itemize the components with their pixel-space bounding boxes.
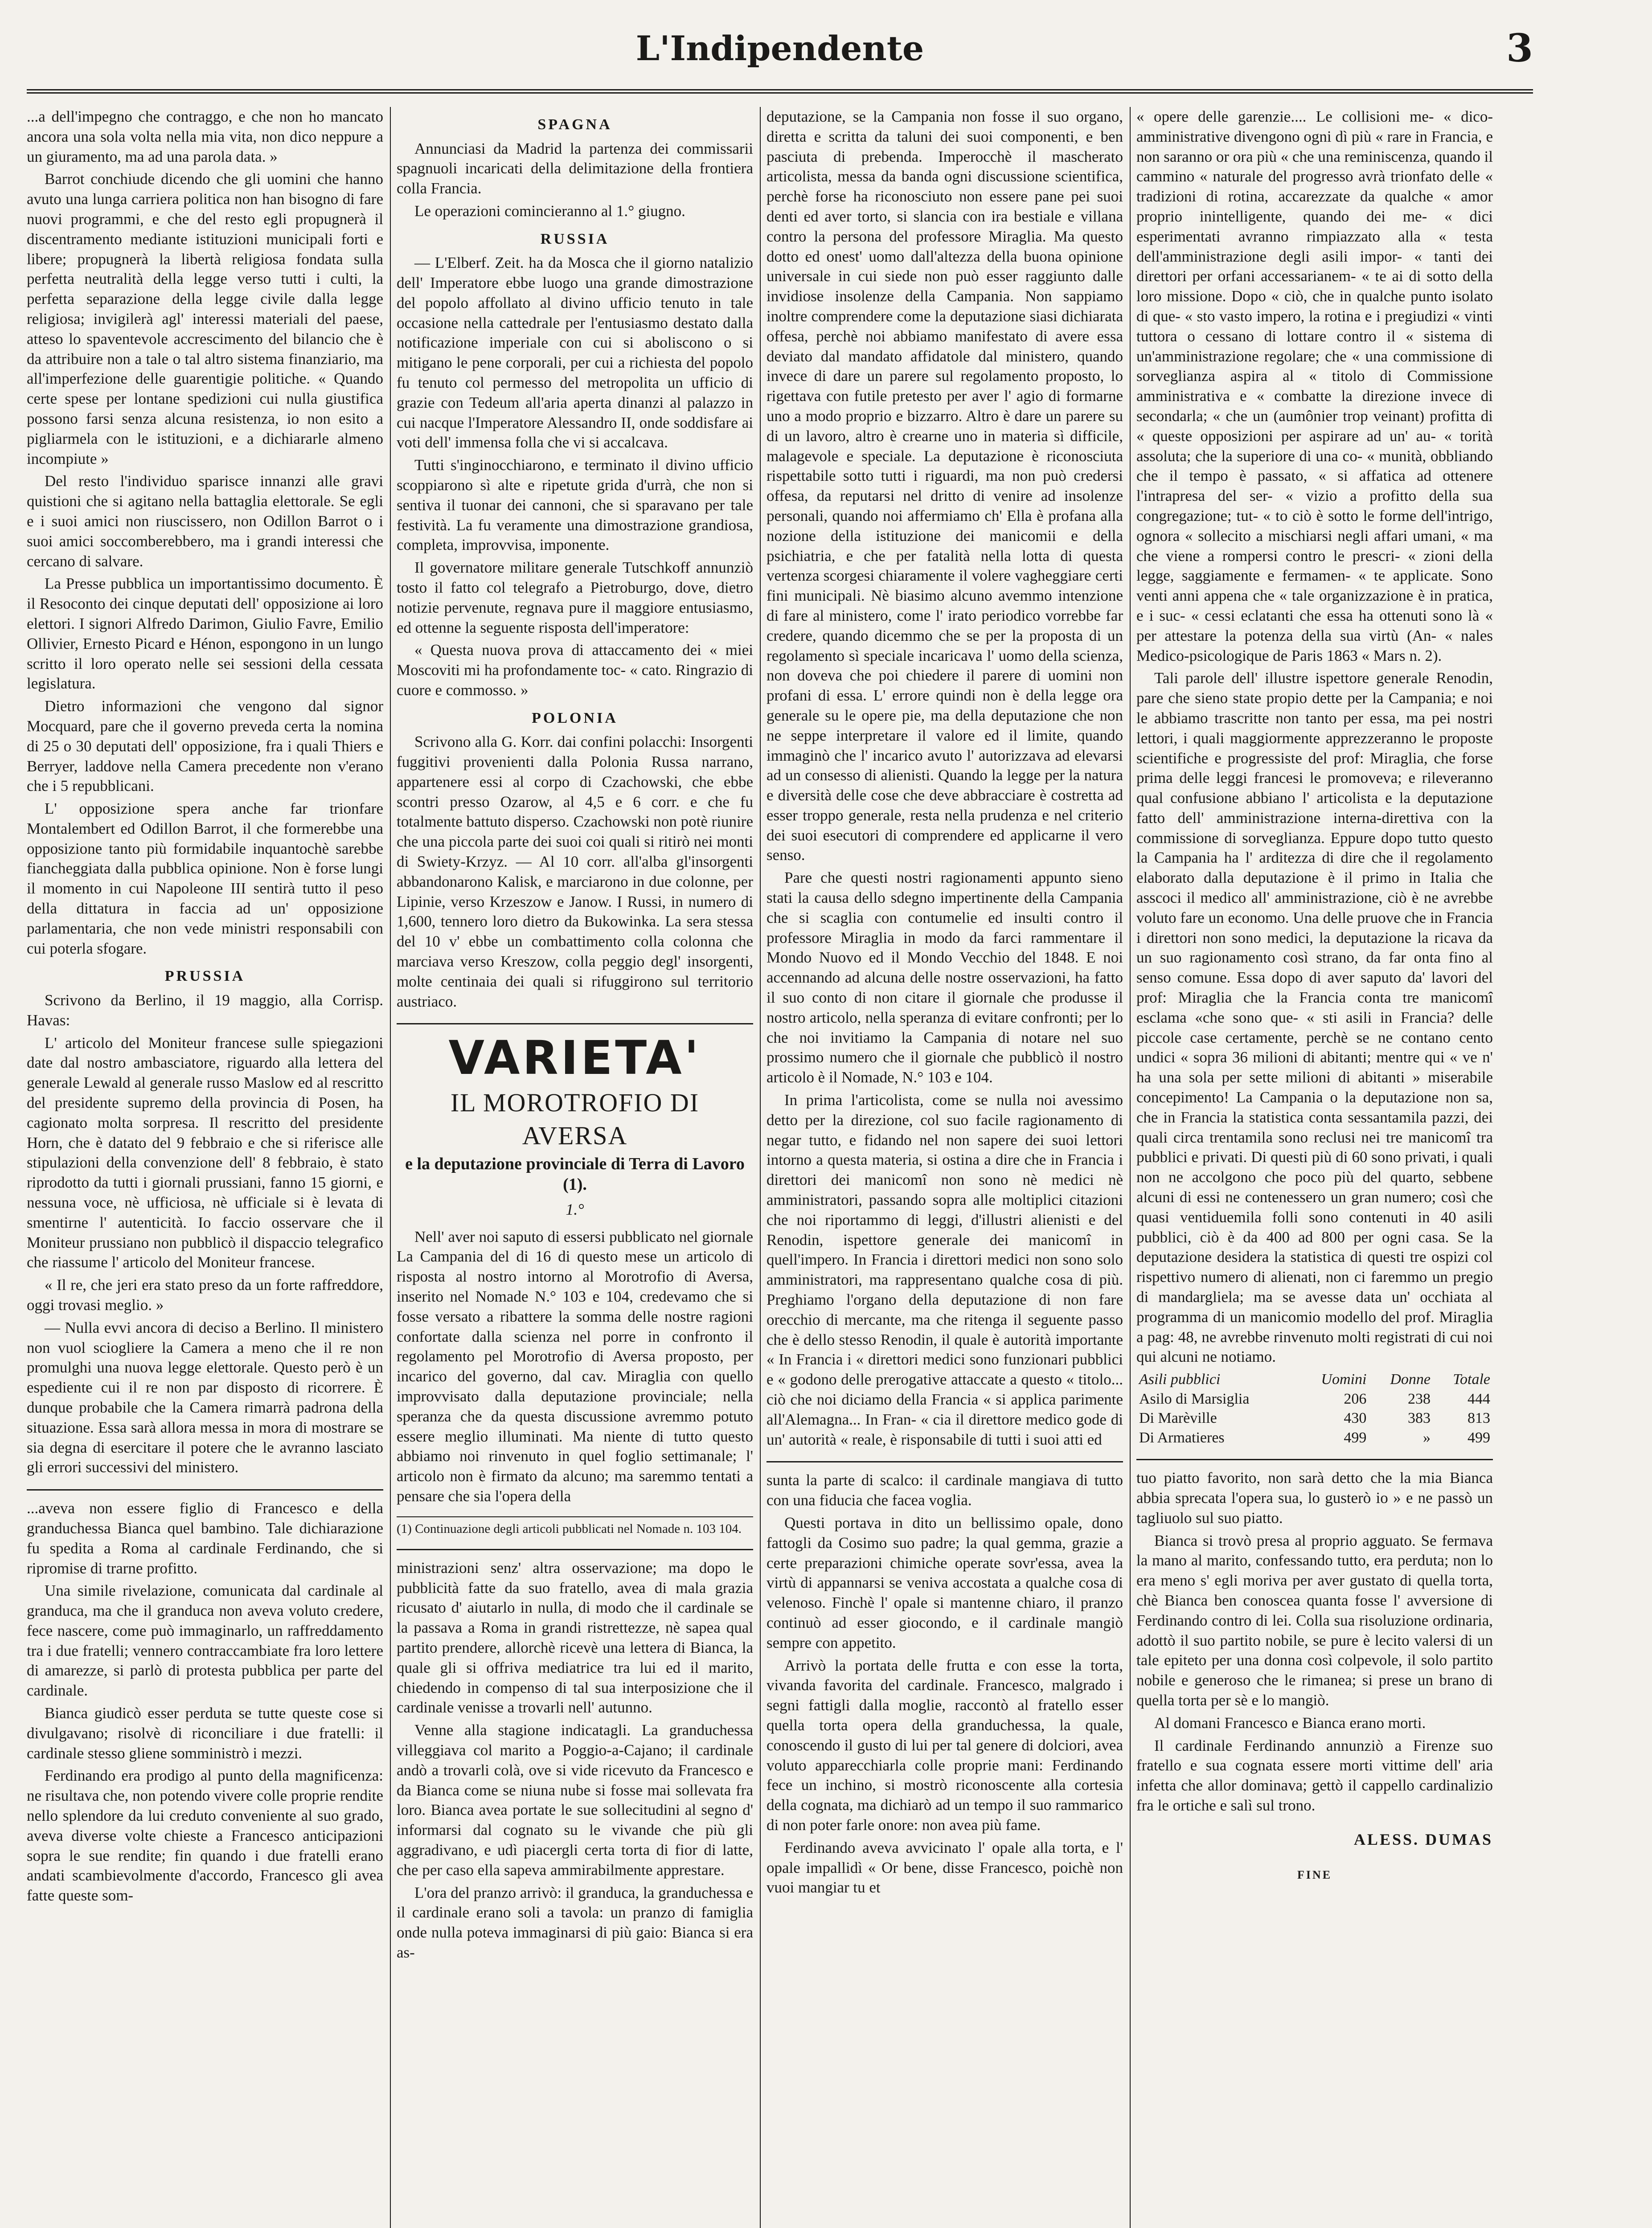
article-paragraph: ...a dell'impegno che contraggo, e che non ho mancato ancora una sola volta nella mia vita, non dico neppure a un giuramento, ma ad una parola data. » xyxy=(27,108,383,165)
table-header-cell: Asili pubblici xyxy=(1139,1371,1221,1388)
article-paragraph: Nell' aver noi saputo di essersi pubblicato nel giornale La Campania del di 16 di questo mese un articolo di risposta al nostro intorno al Morotrofio di Aversa, inserito nel Nomade N.° 103 e 104, credevamo che si fosse versato a ribattere la somma delle nostre ragioni confortate dalla scienza nel porre in confronto il regolamento pel Morotrofio di Aversa proposto, per incarico del governo, dal cav. Miraglia con quello improvvisato dalla deputazione provinciale; nella speranza che da questa discussione avremmo potuto essere meglio illuminati. Ma niente di tutto questo abbiamo noi rinvenuto in quel foglio settimanale; l' articolo non è firmato da alcuno; ma saremmo tentati a pensare che sia l'opera della xyxy=(397,1228,753,1505)
table-row xyxy=(1136,1428,1493,1448)
table-cell: 499 xyxy=(1468,1429,1490,1446)
article-paragraph: « Questa nuova prova di attaccamento dei « miei Moscoviti mi ha profondamente toc- « cato. Ringrazio di cuore e commosso. » xyxy=(397,641,753,699)
end-marker: FINE xyxy=(1297,1868,1332,1881)
article-paragraph: Pare che questi nostri ragionamenti appunto sieno stati la causa dello sdegno impertinente della Campania che si scaglia con contumelie ed insulti contro il professore Miraglia in modo da farci rammentare il Mondo Nuovo ed il Mondo Vecchio del 1848. E noi accennando ad alcuna delle nostre osservazioni, ha fatto il suo conto di non citare il giornale che produsse il nostro articolo, nella speranza di evitare confronti; per lo che noi invitiamo la Campania di notare nel suo prossimo numero che il giornale che pubblicò il nostro articolo è il Nomade, N.° 103 e 104. xyxy=(767,869,1123,1086)
table-cell: 206 xyxy=(1344,1390,1367,1407)
article-paragraph: — L'Elberf. Zeit. ha da Mosca che il giorno natalizio dell' Imperatore ebbe luogo una grande dimostrazione del popolo affollato al divino ufficio tenuto in tale occasione nella cattedrale per l'entusiasmo destato dalla notificazione imperiale con cui si aboliscono o si mitigano le pene corporali, per cui a richiesta del popolo fu tenuto col permesso del metropolita un ufficio di grazie con Tedeum all'aria aperta dinanzi al palazzo in cui nacque l'Imperatore Alessandro II, onde soddisfare ai voti dell' immensa folla che vi si accalcava. xyxy=(397,254,753,451)
author-signature: ALESS. DUMAS xyxy=(1353,1830,1493,1848)
table-cell: Asilo di Marsiglia xyxy=(1139,1390,1250,1407)
article-paragraph: In prima l'articolista, come se nulla noi avessimo detto per la direzione, col suo facile ragionamento di negar tutto, e fidando nel non sapere dei suoi lettori intorno a questa materia, si ostina a dire che in Francia i direttori dei manicomî non sono nè medici nè amministratori, passando sopra alle moltiplici citazioni che noi riportammo di leggi, d'illustri alienisti e del Renodin, ispettore generale dei manicomî in quell'impero. In Francia i direttori medici non sono solo amministratori, ma rappresentano qualche cosa di più. Preghiamo l'organo della deputazione di non fare orecchio di mercante, ma che ritenga il seguente passo che è dello stesso Renodin, il quale è autorità importante « In Francia i « direttori medici sono funzionari pubblici e « godono delle prerogative attaccate a questo « titolo... ciò che noi diciamo della Francia « si applica parimente all'Alemagna... In Fran- « cia il direttore medico gode di un' autorità « reale, è risponsabile di tutti i suoi atti ed xyxy=(767,1091,1123,1448)
article-paragraph: L' articolo del Moniteur francese sulle spiegazioni date dal nostro ambasciatore, riguardo alla lettera del generale Lewald al generale russo Maslow ed al rescritto del presidente supremo della provincia di Posen, ha cagionato molta sorpresa. Il rescritto del presidente Horn, che è datato del 9 febbraio e che si riferisce alle stipulazioni della convenzione dell' 8 febbraio, è stato riprodotto da tutti i giornali prussiani, fanno 15 giorni, e nessuna voce, nè ufficiosa, nè ufficiale si è levata di smentirne l' autenticità. Io faccio osservare che il Moniteur prussiano non pubblicò il dispaccio telegrafico che riassume l' articolo del Moniteur francese. xyxy=(27,1034,383,1271)
table-cell: Di Marèville xyxy=(1139,1410,1217,1427)
article-paragraph: — Nulla evvi ancora di deciso a Berlino. Il ministero non vuol sciogliere la Camera a meno che il re non promulghi una nuova legge elettorale. Questo però è un espediente cui il re non par disposto di ricorrere. È dunque probabile che la Camera rimarrà padrona della situazione. Essa sarà allora messa in mora di mostrare se sia degna di esercitare il potere che le avranno lasciato gli errori successivi del ministero. xyxy=(27,1319,383,1476)
feuilleton-paragraph: Bianca si trovò presa al proprio agguato. Se fermava la mano al marito, confessando tutto, era perduta; non lo era meno s' egli moriva per aver gustato di quella torta, chè Bianca ben conoscea quanta fosse l' avversione di Ferdinando contro di lei. Colla sua risoluzione ordinaria, adottò il suo partito nobile, se pure è lecito valersi di un tale epiteto per una donna così colpevole, il solo partito nobile e generoso che le rimanea; si prese un brano di quella torta per sè e lo mangiò. xyxy=(1136,1532,1493,1709)
feuilleton-paragraph: sunta la parte di scalco: il cardinale mangiava di tutto con una fiducia che facea voglia. xyxy=(767,1471,1123,1509)
table-cell: 383 xyxy=(1407,1410,1431,1427)
varieta-title: VARIETA' xyxy=(448,1031,701,1085)
article-paragraph: Le operazioni comincieranno al 1.° giugno. xyxy=(414,202,685,220)
table-cell: 238 xyxy=(1407,1390,1431,1407)
page-number: 3 xyxy=(1506,26,1533,71)
feuilleton-paragraph: Il cardinale Ferdinando annunziò a Firenze suo fratello e sua cognata essere morti vittime dell' aria infetta che allor dominava; gettò il cappello cardinalizio fra le ortiche e salì sul trono. xyxy=(1136,1737,1493,1814)
article-paragraph: L' opposizione spera anche far trionfare Montalembert ed Odillon Barrot, il che formerebbe una opposizione tanto più formidabile inquantochè sarebbe fiancheggiata dalla pubblica opinione. Non è forse lungi il momento in cui Napoleone III sentirà tutto il peso della dittatura in faccia ad un' opposizione parlamentaria, che non vede ministri responsabili con cui poterla sfogare. xyxy=(27,800,383,957)
feuilleton-paragraph: ...aveva non essere figlio di Francesco e della granduchessa Bianca quel bambino. Tale dichiarazione fu spedita a Roma al cardinale Ferdinando, che si ripromise di trarne profitto. xyxy=(27,1499,383,1577)
feuilleton-paragraph: L'ora del pranzo arrivò: il granduca, la granduchessa e il cardinale erano soli a tavola: un pranzo di famiglia onde nulla poteva immaginarsi di più gaio: Bianca si era as- xyxy=(397,1884,753,1961)
feuilleton-paragraph: Bianca giudicò esser perduta se tutte queste cose si divulgavano; risolvè di riconciliare i due fratelli: il cardinale stesso gliene somministrò i mezzi. xyxy=(27,1704,383,1762)
column-2 xyxy=(397,107,753,2228)
column-rule xyxy=(390,107,391,2228)
table-cell: 499 xyxy=(1344,1429,1367,1446)
feuilleton-paragraph: Ferdinando aveva avvicinato l' opale alla torta, e l' opale impallidì « Or bene, disse Francesco, poichè non vuoi mangiar tu et xyxy=(767,1839,1123,1896)
table-row xyxy=(1136,1409,1493,1428)
article-paragraph: Scrivono da Berlino, il 19 maggio, alla Corrisp. Havas: xyxy=(27,991,383,1029)
table-cell: 444 xyxy=(1468,1390,1490,1407)
column-3 xyxy=(767,107,1123,2228)
table-header-row xyxy=(1136,1370,1493,1389)
article-paragraph: Dietro informazioni che vengono dal signor Mocquard, pare che il governo preveda certa la nomina di 25 o 30 deputati dell' opposizione, fra i quali Thiers e Berryer, laddove nella Camera precedente non v'erano che i 5 repubblicani. xyxy=(27,697,383,795)
article-paragraph: La Presse pubblica un importantissimo documento. È il Resoconto dei cinque deputati dell' opposizione ai loro elettori. I signori Alfredo Darimon, Giulio Favre, Emilio Ollivier, Ernesto Picard e Hénon, espongono in un lungo scritto il loro operato nelle sei sessioni della cessata legislatura. xyxy=(27,575,383,692)
feuilleton-paragraph: Arrivò la portata delle frutta e con esse la torta, vivanda favorita del cardinale. Francesco, malgrado i segni fattigli dalla moglie, raccontò al fratello esser quella torta opera della granduchessa, la quale, conoscendo il gusto di lui per tal genere di dolciori, avea voluto apparecchiarla colle proprie mani: Ferdinando fece un inchino, si mostrò riconoscente alla cortesia della cognata, ma dichiarò ad un tempo il suo rammarico di non poter farle onore: non avea più fame. xyxy=(767,1656,1123,1834)
article-paragraph: Tutti s'inginocchiarono, e terminato il divino ufficio scoppiarono sì alte e ripetute grida d'urrà, che non si sentiva il tuonar dei cannoni, che si sparavano per tale festività. La fu veramente una dimostrazione grandiosa, completa, improvvisa, imponente. xyxy=(397,456,753,554)
varieta-subtitle-2: e la deputazione provinciale di Terra di Lavoro (1). xyxy=(405,1155,745,1194)
feuilleton-divider xyxy=(27,1489,383,1491)
article-paragraph: Annunciasi da Madrid la partenza dei commissarii spagnuoli incaricati della delimitazione della frontiera colla Francia. xyxy=(397,139,753,197)
footnote: (1) Continuazione degli articoli pubblicati nel Nomade n. 103 104. xyxy=(397,1516,753,1537)
section-heading-spagna: SPAGNA xyxy=(537,116,612,133)
section-heading-russia: RUSSIA xyxy=(540,230,610,247)
feuilleton-paragraph: Al domani Francesco e Bianca erano morti. xyxy=(1154,1714,1426,1732)
table-cell: 813 xyxy=(1468,1410,1490,1427)
article-paragraph: deputazione, se la Campania non fosse il suo organo, diretta e scritta da taluni dei suoi componenti, e ben pasciuta di prebenda. Imperocchè il mascherato articolista, messa da banda ogni discussione scientifica, perchè forse ha riconosciuto non essere pane pei suoi denti ed aver torto, si slancia con ira bestiale e villana contro la persona del professore Miraglia. Ma questo dotto ed onest' uomo dall'altezza della buona opinione universale in cui siede non può esser raggiunto dalle invidiose insolenze della Campania. Non sappiamo inoltre comprendere come la deputazione siasi dichiarata offesa, perchè noi abbiamo manifestato di avere essa deviato dal mandato affidatole dal ministero, quando invece di dare un parere sul regolamento proposto, lo rigettava con futile pretesto per aver l' agio di formarne uno a modo proprio e bizzarro. Altro è dare un parere su di un lavoro, altro è crearne uno in materia sì difficile, malagevole e speciale. La deputazione è riconosciuta rispettabile sotto tutti i riguardi, ma non può credersi offesa, da reputarsi nel dritto di venire ad insolenze personali, quando noi affermiamo ch' Ella è profana alla nozione della istituzione dei manicomii e della psichiatria, e che per fatalità nella lotta di questa vertenza scorgesi chiaramente il volere vagheggiare certi fini municipali. Nè biasimo alcuno avemmo intenzione di fare al ministero, come l' irato periodico vorrebbe far credere, quando dicemmo che se per la proposta di un regolamento sì speciale incaricava l' uomo della scienza, non doveva che poi chiedere il parere di uomini non profani di essa. L' errore quindi non è della legge ora generale su le opere pie, ma della deputazione che non ne seppe interpretare il valore ed il limite, quando immaginò che l' incarico avuto l' autorizzava ad elevarsi ad un consesso di alienisti. Quando la legge per la natura e diversità delle cose che deve abbracciare è costretta ad esser troppo generale, resta nella prudenza e nel criterio dei suoi esecutori di comprendere ed applicarne il vero senso. xyxy=(767,108,1123,864)
feuilleton-paragraph: ministrazioni senz' altra osservazione; ma dopo le pubblicità fatte da suo fratello, avea di mala grazia ricusato d' aiutarlo in nulla, di modo che il cardinale se la passava a Roma in grandi ristrettezze, nè sapea qual partito prendere, allorchè ricevè una lettera di Bianca, la quale gli si offriva mediatrice tra lui ed il marito, chiedendo in compenso di tal sua interposizione che il cardinale venisse a trovarli nell' autunno. xyxy=(397,1559,753,1716)
article-paragraph: Tali parole dell' illustre ispettore generale Renodin, pare che sieno state propio dette per la Campania; e noi le abbiamo trascritte non tanto per essa, ma pei nostri lettori, i quali maggiormente apprezzeranno le proposte scientifiche e progressiste del prof: Miraglia, che forse prima delle leggi francesi le promoveva; e rileveranno qual confusione abbiano l' articolista e la deputazione fatto dell' amministrazione interna-direttiva con la commissione di sorveglianza. Eppure dopo tutto questo la Campania ha l' arditezza di dire che il regolamento elaborato dalla deputazione è il primo in Italia che asscoci il medico all' amministrazione, ciò è ne avrebbe voluto fare un economo. Una delle pruove che in Francia i direttori non sono medici, la deputazione la ricava da un suo ragionamento così strano, da far onta fino al senso comune. Essa dopo di aver saputo da' lavori del prof: Miraglia che la Francia conta tre manicomî esclama «che sono que- « sti asili in Francia? delle piccole case certamente, perchè se ne contano cento undici « sopra 36 milioni di abitanti; mentre qui « ve n' ha una sola per sette milioni di abitanti » miserabile concepimento! La Campania o la deputazione non sa, che in Francia la statistica conta sessantamila pazzi, dei quali circa trentamila sono reclusi nei tre manicomî tra pubblici e privati. Di questi più di 60 sono privati, i quali non ne accolgono che poco più del quarto, sebbene alcuni di essi ne contenessero un gran numero; così che quasi ventiduemila folli sono contenuti in 40 asili pubblici, ciò è da 400 ad 800 per ogni casa. Se la deputazione desidera la statistica di questi tre ospizi col rispettivo numero di alienati, non ci faremmo un pregio di mandargliela; ma se avesse data un' occhiata al programma di un manicomio modello del prof. Miraglia a pag: 48, ne avrebbe rinvenuto molti registrati di cui noi qui alcuni ne notiamo. xyxy=(1136,669,1493,1366)
article-paragraph: « opere delle garenzie.... Le collisioni me- « dico-amministrative divengono ogni dì più « rare in Francia, e non saranno or ora più « che una reminiscenza, quando il cammino « naturale del progresso avrà trionfato delle « tradizioni di rotina, accarezzate da qualche « amor proprio inintelligente, quando dei me- « dici esperimentati avranno rimpiazzato alla « testa dell'amministrazione degli asili impor- « tanti dei direttori per orfani accessarianem- « te ai di sotto della loro missione. Dopo « ciò, che in qualche punto isolato di que- « sto vasto impero, la rotina e i pregiudizi « vinti tuttora o cessano di lottare contro il « sistema di un'amministrazione regolare; che « una commissione di sorveglianza aspira al « titolo di Commissione amministrativa e « combatte la direzione invece di secondarla; « che un (aumônier trop veinant) profitta di « queste opposizioni per aspirare ad un' au- « torità assoluta; che la superiore di una co- « munità, obbliando che il tempo è passato, « si affatica ad ottenere l'intrapresa del ser- « vizio a profitto della sua congregazione; tut- « to ciò è sotto le forme dell'intrigo, ognora « sollecito a mischiarsi negli affari umani, « ma che viene a rompersi contro le prescri- « zioni della legge, saggiamente e fermamen- « te applicate. Sono venti anni appena che « tale organizzazione è in pratica, e i suc- « cessi eclatanti che essa ha ottenuti sono là « per attestare la potenza della sua virtù (An- « nales Medico-psicologique de Paris 1863 « Mars n. 2). xyxy=(1136,108,1493,664)
asylum-statistics-table xyxy=(1136,1370,1493,1447)
article-paragraph: Barrot conchiude dicendo che gli uomini che hanno avuto una lunga carriera politica non han bisogno di fare nuovi programmi, e che del resto egli propugnerà il discentramento mediante istituzioni municipali forti e libere; propugnerà la libertà religiosa fondata sulla perfetta neutralità della legge verso tutti i culti, la perfetta separazione della legge civile dalla legge religiosa; invigilerà agl' interessi materiali del paese, atteso lo spaventevole accrescimento del bilancio che è da attribuire non a tale o tal altro sistema finanziario, ma all'imperfezione delle guarentigie politiche. « Quando certe spese per lontane spedizioni cui nulla giustifica possono farsi senza alcuna resistenza, io non esito a pigliarmela con le istituzioni, e a dichiararle almeno incompiute » xyxy=(27,170,383,467)
article-paragraph: Il governatore militare generale Tutschkoff annunziò tosto il fatto col telegrafo a Pietroburgo, dove, dietro notizie pervenute, regnava pure il maggiore entusiasmo, ed ottenne la seguente risposta dell'imperatore: xyxy=(397,559,753,636)
feuilleton-divider xyxy=(767,1461,1123,1462)
article-paragraph: Del resto l'individuo sparisce innanzi alle gravi quistioni che si agitano nella battaglia elettorale. Se egli e i suoi amici non riuscissero, non Odillon Barrot o i suoi amici soccomberebbero, ma i grandi interessi che cercano di salvare. xyxy=(27,472,383,570)
feuilleton-paragraph: Venne alla stagione indicatagli. La granduchessa villeggiava col marito a Poggio-a-Cajano; il cardinale andò a trovarli colà, ove si vide ricevuto da Francesco e da Bianca come se niuna nube si fosse mai sollevata fra loro. Bianca avea portate le sue sollecitudini al segno d' informarsi dal cognato su le vivande che più gli aggradivano, e udì piacergli certa torta di fior di latte, che per caso ella sapeva ammirabilmente apprestare. xyxy=(397,1721,753,1879)
column-rule xyxy=(760,107,761,2228)
feuilleton-divider xyxy=(1136,1459,1493,1460)
table-cell: Di Armatieres xyxy=(1139,1429,1225,1446)
feuilleton-paragraph: tuo piatto favorito, non sarà detto che la mia Bianca abbia sprecata l'opera sua, lo gusterò io » e ne passò un tagliuolo sul suo piatto. xyxy=(1136,1469,1493,1527)
newspaper-title: L'Indipendente xyxy=(635,29,924,68)
feuilleton-paragraph: Ferdinando era prodigo al punto della magnificenza: ne risultava che, non potendo vivere colle proprie rendite nello splendore da lui creduto conveniente al suo grado, aveva diverse volte chieste a Francesco anticipazioni sopra le sue rendite; fin quando i due fratelli erano andati scambievolmente d'accordo, Francesco gli avea fatte queste som- xyxy=(27,1767,383,1904)
column-rule xyxy=(1130,107,1131,2228)
section-heading-polonia: POLONIA xyxy=(532,709,618,726)
feuilleton-paragraph: Questi portava in dito un bellissimo opale, dono fattogli da Cosimo suo padre; la qual gemma, grazie a certe preparazioni chimiche operate sovr'essa, avea la virtù di appannarsi se veniva accostata a qualche cosa di velenoso. Finchè l' opale si mantenne chiaro, il pranzo continuò ad esser giocondo, e il cardinale mangiò sempre con appetito. xyxy=(767,1514,1123,1651)
section-divider xyxy=(397,1023,753,1024)
masthead xyxy=(27,13,1533,94)
article-paragraph: « Il re, che jeri era stato preso da un forte raffreddore, oggi trovasi meglio. » xyxy=(27,1276,383,1314)
section-heading-prussia: PRUSSIA xyxy=(164,968,246,985)
varieta-section-number: 1.° xyxy=(566,1200,584,1219)
table-header-cell: Donne xyxy=(1390,1371,1431,1388)
table-row xyxy=(1136,1389,1493,1409)
varieta-subtitle: IL MOROTROFIO DI AVERSA xyxy=(450,1088,700,1151)
column-1 xyxy=(27,107,383,2228)
article-paragraph: Scrivono alla G. Korr. dai confini polacchi: Insorgenti fuggitivi provenienti dalla Polonia Russa narrano, appartenere essi al corpo di Czachowski, che ebbe scontri presso Ozarow, al 4,5 e 6 corr. e che fu totalmente battuto disperso. Czachowski non potè riunire che una piccola parte dei suoi coi quali si ritirò nei monti di Swiety-Krzyz. — Al 10 corr. all'alba gl'insorgenti abbandonarono Kalisk, e marciarono in due colonne, per Lipinie, verso Krzeszow e Janow. I Russi, in numero di 1,600, tennero loro dietro da Bukowinka. La sera stessa del 10 v' ebbe un combattimento colla colonna che marciava verso Kreszow, colla peggio degl' insorgenti, molte centinaia dei quali si rifuggirono sul territorio austriaco. xyxy=(397,733,753,1010)
column-4 xyxy=(1136,107,1493,2228)
feuilleton-paragraph: Una simile rivelazione, comunicata dal cardinale al granduca, ma che il granduca non aveva voluto credere, fece nascere, come può immaginarlo, un raffreddamento tra i due fratelli; vennero contraccambiate fra loro lettere di amarezze, si parlò di protesta pubblica per parte del cardinale. xyxy=(27,1582,383,1700)
table-header-cell: Uomini xyxy=(1321,1371,1367,1388)
table-header-cell: Totale xyxy=(1453,1371,1490,1388)
table-cell: 430 xyxy=(1344,1410,1367,1427)
table-cell: » xyxy=(1422,1429,1431,1446)
feuilleton-divider xyxy=(397,1549,753,1550)
